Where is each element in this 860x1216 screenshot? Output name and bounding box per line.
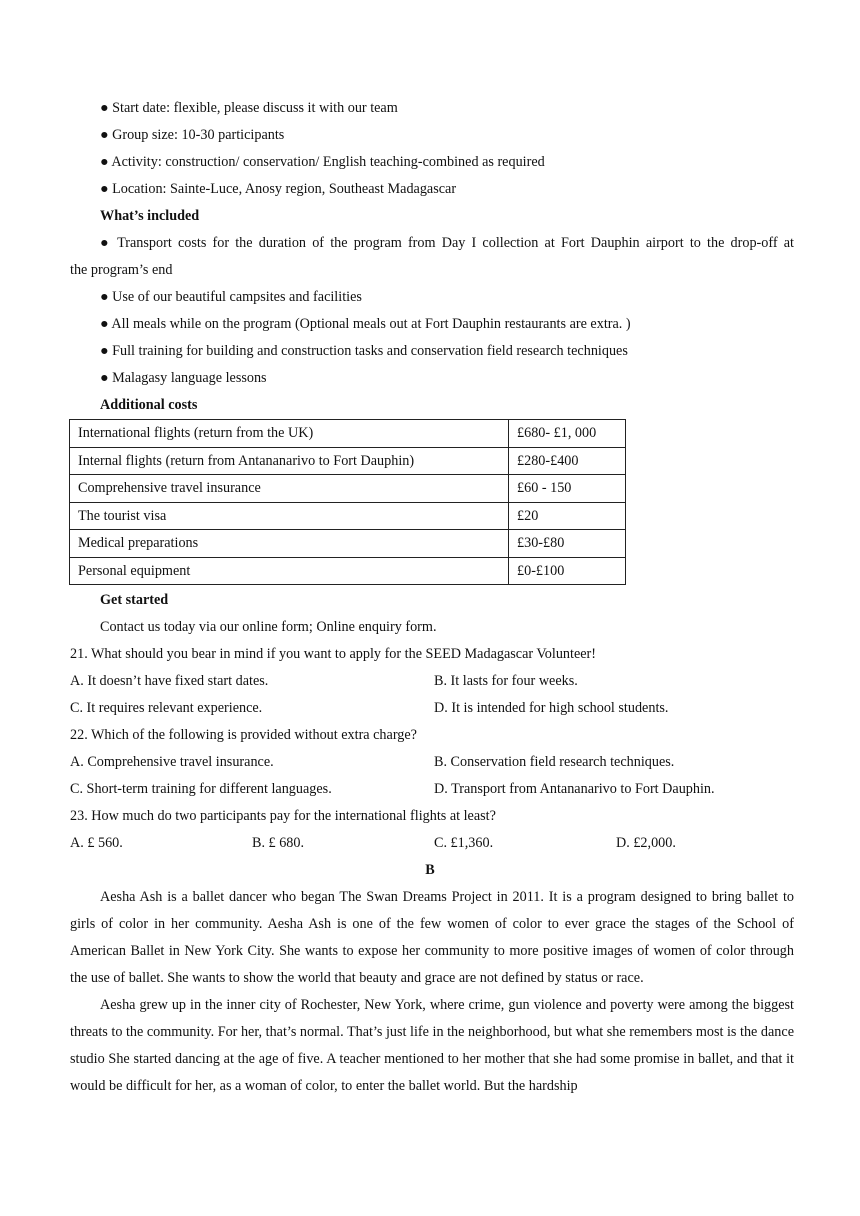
question-23-stem: 23. How much do two participants pay for the international flights at least? <box>70 808 496 824</box>
costs-table <box>69 419 626 585</box>
detail-location: ● Location: Sainte-Luce, Anosy region, Southeast Madagascar <box>100 181 457 197</box>
question-23-option-d: D. £2,000. <box>616 835 676 851</box>
cost-item: Comprehensive travel insurance <box>70 475 509 503</box>
table-row <box>70 420 626 448</box>
included-campsites: ● Use of our beautiful campsites and facilities <box>100 289 362 305</box>
question-22-option-d: D. Transport from Antananarivo to Fort Dauphin. <box>434 781 715 797</box>
cost-item: Medical preparations <box>70 530 509 558</box>
started-heading: Get started <box>100 592 169 608</box>
question-21-stem: 21. What should you bear in mind if you want to apply for the SEED Madagascar Volunteer! <box>70 646 597 662</box>
cost-price: £20 <box>509 502 626 530</box>
question-21-option-a: A. It doesn’t have fixed start dates. <box>70 673 269 689</box>
section-b-label: B <box>425 862 435 878</box>
cost-item: Internal flights (return from Antananarivo to Fort Dauphin) <box>70 447 509 475</box>
question-23-option-b: B. £ 680. <box>252 835 305 851</box>
question-21-option-d: D. It is intended for high school students. <box>434 700 669 716</box>
cost-price: £680- £1, 000 <box>509 420 626 448</box>
started-text: Contact us today via our online form; Online enquiry form. <box>100 619 437 635</box>
table-row <box>70 447 626 475</box>
included-meals: ● All meals while on the program (Optional meals out at Fort Dauphin restaurants are extra. ) <box>100 316 631 332</box>
table-row <box>70 502 626 530</box>
question-23-option-a: A. £ 560. <box>70 835 123 851</box>
table-row <box>70 557 626 585</box>
table-row <box>70 475 626 503</box>
detail-activity: ● Activity: construction/ conservation/ English teaching-combined as required <box>100 154 545 170</box>
cost-item: Personal equipment <box>70 557 509 585</box>
question-22-option-c: C. Short-term training for different languages. <box>70 781 332 797</box>
detail-group-size: ● Group size: 10-30 participants <box>100 127 285 143</box>
included-language-lessons: ● Malagasy language lessons <box>100 370 267 386</box>
question-21-option-b: B. It lasts for four weeks. <box>434 673 578 689</box>
cost-price: £60 - 150 <box>509 475 626 503</box>
passage-paragraph-1: Aesha Ash is a ballet dancer who began The Swan Dreams Project in 2011. It is a program designed to bring ballet to girls of color in her community. Aesha Ash is one of the few women of color to ever grace the stages of the School of American Ballet in New York City. She wants to expose her community to more positive images of women of color through the use of ballet. She wants to show the world that beauty and grace are not defined by status or race. <box>70 889 794 986</box>
section-b-passage <box>70 884 794 1100</box>
table-row <box>70 530 626 558</box>
included-transport-line2: the program’s end <box>70 262 173 278</box>
cost-price: £30-£80 <box>509 530 626 558</box>
question-21-option-c: C. It requires relevant experience. <box>70 700 263 716</box>
question-22-stem: 22. Which of the following is provided without extra charge? <box>70 727 417 743</box>
question-23-option-c: C. £1,360. <box>434 835 494 851</box>
included-training: ● Full training for building and construction tasks and conservation field research techniques <box>100 343 628 359</box>
cost-price: £0-£100 <box>509 557 626 585</box>
cost-price: £280-£400 <box>509 447 626 475</box>
question-22-option-b: B. Conservation field research techniques. <box>434 754 675 770</box>
included-transport-line1: ● Transport costs for the duration of the program from Day I collection at Fort Dauphin airport to the drop-off at <box>100 235 794 251</box>
passage-paragraph-2: Aesha grew up in the inner city of Rochester, New York, where crime, gun violence and poverty were among the biggest threats to the community. For her, that’s normal. That’s just life in the neighborhood, but what she remembers most is the dance studio She started dancing at the age of five. A teacher mentioned to her mother that she had some promise in ballet, and that it would be difficult for her, as a woman of color, to enter the ballet world. But the hardship <box>70 997 794 1094</box>
costs-heading: Additional costs <box>100 397 198 413</box>
question-22-option-a: A. Comprehensive travel insurance. <box>70 754 274 770</box>
cost-item: International flights (return from the UK) <box>70 420 509 448</box>
included-heading: What’s included <box>100 208 200 224</box>
detail-start-date: ● Start date: flexible, please discuss it with our team <box>100 100 398 116</box>
cost-item: The tourist visa <box>70 502 509 530</box>
